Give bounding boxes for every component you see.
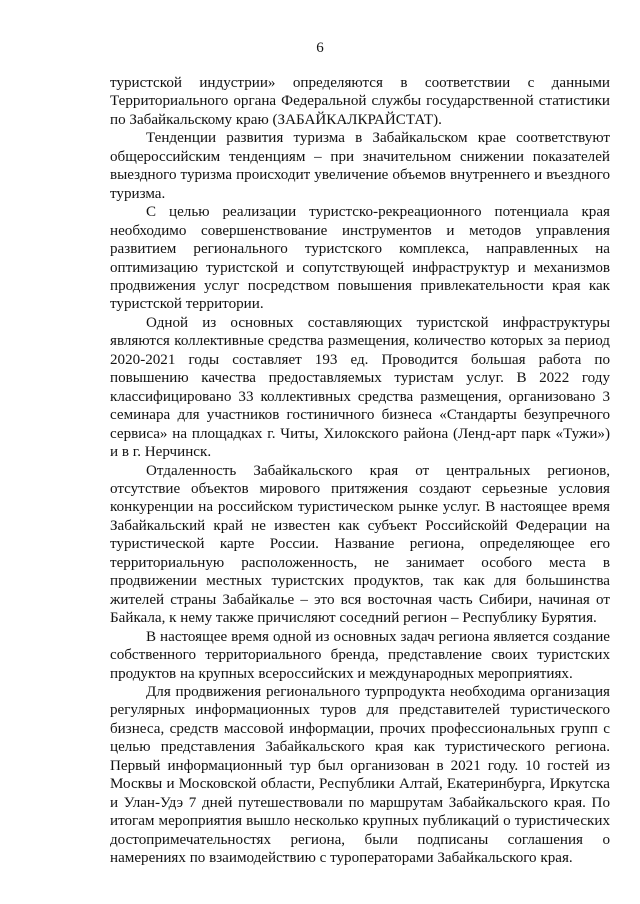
paragraph-tourism-trends: Тенденции развития туризма в Забайкальском крае соответствуют общероссийским тенденциям – при значительном снижении показателей выездного туризма происходит увеличение объемов внутреннего и въездного туризма. bbox=[110, 130, 610, 202]
paragraph-recreation-potential: С целью реализации туристско-рекреационного потенциала края необходимо совершенствование инструментов и методов управления развитием регионального туристского комплекса, направленных на оптимизацию туристской и сопутствующей инфраструктур и механизмов продвижения услуг посредством повышения привлекательности края как туристской территории. bbox=[110, 204, 610, 313]
body-text bbox=[110, 74, 610, 867]
paragraph-remoteness: Отдаленность Забайкальского края от центральных регионов, отсутствие объектов мирового притяжения создают серьезные условия конкуренции на российском туристическом рынке услуг. В настоящее время Забайкальский край не известен как субъект Российскойй Федерации на туристической карте России. Название региона, определяющее его территориальную расположенность, не занимает особого места в продвижении местных туристских продуктов, так как для большинства жителей страны Забайкалье – это вся восточная часть Сибири, начиная от Байкала, к нему также причисляют соседний регион – Республику Бурятия. bbox=[110, 462, 610, 627]
paragraph-regional-brand: В настоящее время одной из основных задач региона является создание собственного территориального бренда, представление своих туристских продуктов на крупных всероссийских и международных мероприятиях. bbox=[110, 628, 610, 682]
paragraph-info-tours: Для продвижения регионального турпродукта необходима организация регулярных информационных туров для представителей туристического бизнеса, средств массовой информации, прочих профессиональных групп с целью представления Забайкальского края как туристического региона. Первый информационный тур был организован в 2021 году. 10 гостей из Москвы и Московской области, Республики Алтай, Екатеринбурга, Иркутска и Улан-Удэ 7 дней путешествовали по маршрутам Забайкальского края. По итогам мероприятия вышло несколько крупных публикаций о туристических достопримечательностях региона, были подписаны соглашения о намерениях по взаимодействию с туроператорами Забайкальского края. bbox=[110, 683, 610, 867]
page-number: 6 bbox=[316, 40, 324, 56]
paragraph-accommodation: Одной из основных составляющих туристской инфраструктуры являются коллективные средства размещения, количество которых за период 2020-2021 годы составляет 193 ед. Проводится большая работа по повышению качества предоставляемых туристам услуг. В 2022 году классифицировано 33 коллективных средства размещения, организовано 3 семинара для участников гостиничного бизнеса «Стандарты безупречного сервиса» на площадках г. Читы, Хилокского района (Ленд-арт парк «Тужи») и в г. Нерчинск. bbox=[110, 314, 610, 461]
paragraph-continuation: туристской индустрии» определяются в соответствии с данными Территориального органа Федеральной службы государственной статистики по Забайкальскому краю (ЗАБАЙКАЛКРАЙСТАТ). bbox=[110, 75, 610, 128]
